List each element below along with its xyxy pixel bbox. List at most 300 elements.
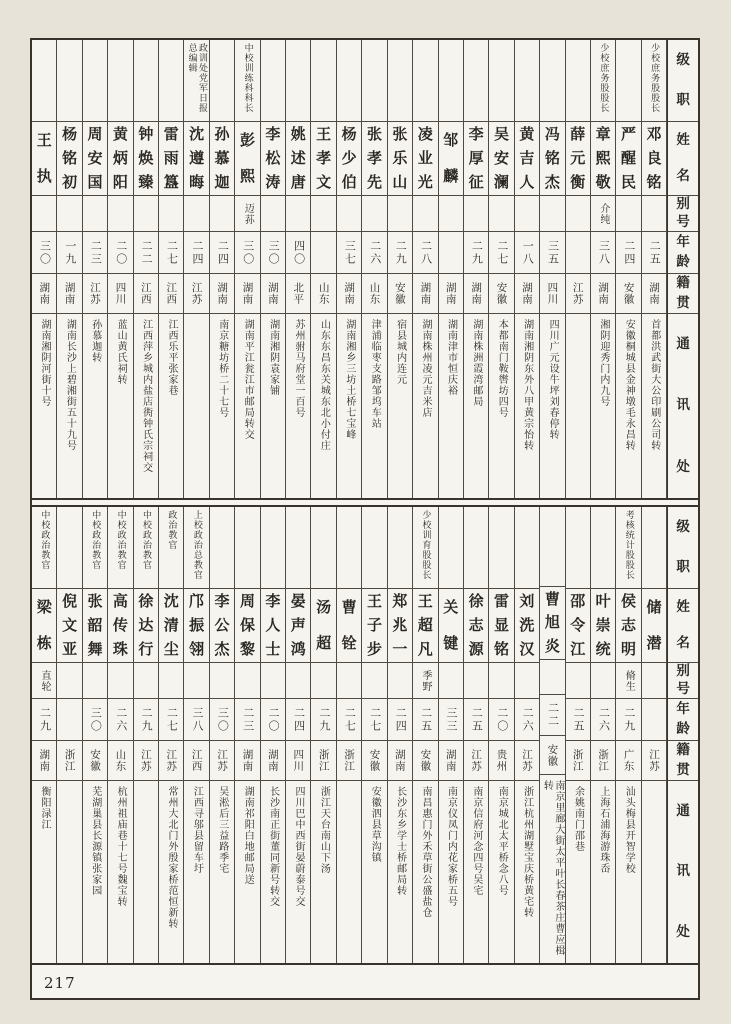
rank-cell [337,40,361,122]
origin-cell [489,741,513,781]
row-header-cell [668,507,698,589]
row-header-column [667,40,698,498]
person-name-char: 李 [468,124,484,143]
person-address-text: 吴淞后三益路季宅 [216,786,228,874]
address-cell [184,781,208,963]
age-cell [210,699,234,741]
origin-cell [184,741,208,781]
rank-cell [464,40,488,122]
origin-cell [32,274,56,314]
origin-cell [83,741,107,781]
origin-cell [184,274,208,314]
person-age-text: 三〇 [267,239,281,266]
person-origin-text: 湖南 [266,749,279,772]
person-column [286,507,311,963]
origin-cell [591,274,615,314]
rank-cell [134,507,158,589]
person-name [286,122,310,195]
person-age-text: 二九 [470,239,484,266]
person-name-char: 公 [214,615,230,634]
person-origin-text: 四川 [292,749,305,772]
person-column [235,507,260,963]
row-header-label-char: 龄 [676,721,690,737]
person-name-char: 黎 [239,640,255,659]
person-origin-text: 湖南 [38,282,51,305]
rank-cell [184,40,208,122]
person-age-text: 一九 [63,239,77,266]
person-alias-text: 脩生 [623,669,635,692]
alias-cell [566,663,590,699]
person-address-text: 衡阳渌江 [38,786,50,830]
alias-cell [413,663,437,699]
person-name-char: 杨 [62,124,78,143]
age-cell [540,695,564,736]
origin-cell [566,741,590,781]
alias-cell [184,663,208,699]
person-name-char: 明 [621,640,637,659]
person-name-char: 杰 [544,173,560,192]
person-name [159,122,183,195]
address-cell [235,314,259,498]
person-name-char: 步 [366,640,382,659]
person-name [515,122,539,195]
person-name-char: 文 [316,173,332,192]
rank-cell [388,40,412,122]
row-header-label-char: 姓 [676,131,690,148]
person-column [286,40,311,498]
address-cell [388,781,412,963]
name-cell [413,589,437,663]
rank-cell [439,507,463,589]
person-age-text: 二七 [368,706,382,733]
person-column [489,40,514,498]
person-column [464,40,489,498]
person-name [134,122,158,195]
person-age-text: 四〇 [292,239,306,266]
person-address-text: 芜湖巢县长源镇张家园 [89,786,101,896]
person-column [413,40,438,498]
person-column [108,507,133,963]
rank-cell [286,40,310,122]
name-cell [362,589,386,663]
rank-cell [32,40,56,122]
person-name-char: 遵 [189,148,205,167]
person-column [591,507,616,963]
row-header-label-char: 处 [676,458,690,475]
person-name [439,589,463,662]
person-column [540,40,565,498]
person-name-char: 达 [138,615,154,634]
age-cell [134,232,158,274]
age-cell [235,232,259,274]
person-address-text: 浙江杭州湖墅宝庆桥黄宅转 [521,786,533,918]
name-cell [286,122,310,196]
person-origin-text: 湖南 [647,282,660,305]
person-name [566,589,590,662]
alias-cell [489,663,513,699]
person-name-char: 章 [595,124,611,143]
name-cell [616,122,640,196]
person-rank-text: 少校训育股股长 [420,510,431,580]
address-cell [489,781,513,963]
rank-cell [413,507,437,589]
alias-cell [464,663,488,699]
person-origin-text: 安徽 [368,749,381,772]
alias-cell [210,663,234,699]
row-header-cell [668,274,698,314]
person-address-text: 湖南平江瓮江市邮局转交 [242,319,254,440]
person-name-char: 光 [417,173,433,192]
age-cell [57,232,81,274]
age-cell [261,232,285,274]
person-name-char: 鸿 [290,640,306,659]
person-name-char: 文 [62,615,78,634]
person-column [159,507,184,963]
person-name-char: 源 [468,640,484,659]
person-name-char: 雷 [494,591,510,610]
origin-cell [413,274,437,314]
person-name-char: 李 [214,591,230,610]
person-name-char: 松 [265,148,281,167]
person-name-char: 醒 [621,148,637,167]
person-name-char: 邝 [189,591,205,610]
person-name-char: 李 [265,591,281,610]
rank-cell [57,40,81,122]
age-cell [235,699,259,741]
name-cell [311,589,335,663]
alias-cell [489,196,513,232]
rank-cell [540,507,564,587]
person-column [388,40,413,498]
person-name [362,122,386,195]
person-address-text: 本都南门鞍辔坊四号 [496,319,508,418]
person-column [311,40,336,498]
person-address-text: 长沙东乡学士桥邮局转 [394,786,406,896]
person-name-char: 杰 [214,640,230,659]
address-cell [464,781,488,963]
person-alias-text: 迈荪 [242,202,254,225]
alias-cell [235,663,259,699]
person-column [439,507,464,963]
person-name-char: 亚 [62,640,78,659]
origin-cell [464,274,488,314]
alias-cell [159,196,183,232]
alias-cell [32,663,56,699]
row-header-label-char: 籍 [676,742,690,758]
address-cell [286,781,310,963]
person-name-char: 珠 [112,640,128,659]
age-cell [337,699,361,741]
address-cell [32,314,56,498]
row-header-label-char: 别 [676,196,690,212]
person-origin-text: 湖南 [241,749,254,772]
person-alias-text: 季野 [420,669,432,692]
address-cell [413,781,437,963]
address-cell [642,781,666,963]
person-address-text: 江西乐平张家巷 [165,319,177,396]
age-cell [108,699,132,741]
person-name [566,122,590,195]
person-name-char: 张 [392,124,408,143]
name-cell [489,589,513,663]
name-cell [134,122,158,196]
name-cell [311,122,335,196]
person-address-text: 安徽泗县草沟镇 [369,786,381,863]
name-cell [464,589,488,663]
person-origin-text: 湖南 [597,282,610,305]
person-name-char: 铭 [494,640,510,659]
alias-cell [57,663,81,699]
alias-cell [642,663,666,699]
row-header-label [668,507,698,588]
age-cell [515,232,539,274]
person-address-text: 湖南株州凌元吉米店 [420,319,432,418]
person-name [159,589,183,662]
person-name-char: 炎 [544,637,560,656]
person-name [184,122,208,195]
address-cell [108,781,132,963]
person-age-text: 三〇 [241,239,255,266]
address-cell [439,314,463,498]
alias-cell [134,196,158,232]
person-name-char: 人 [519,173,535,192]
alias-cell [540,660,564,695]
alias-cell [591,663,615,699]
name-cell [159,589,183,663]
person-column [362,507,387,963]
person-origin-text: 安徽 [393,282,406,305]
person-rank-text: 少校庶务股股长 [649,43,660,113]
person-name [388,589,412,662]
person-column [566,40,591,498]
person-name [540,122,564,195]
person-address-text: 湖南湘乡三坊土桥七宝峰 [343,319,355,440]
person-column [184,507,209,963]
rank-cell [235,40,259,122]
alias-cell [32,196,56,232]
person-alias-text: 介纯 [597,202,609,225]
address-cell [108,314,132,498]
person-column [108,40,133,498]
row-header-label-char: 号 [676,213,690,230]
person-name-char: 铭 [646,173,662,192]
age-cell [311,699,335,741]
alias-cell [210,196,234,232]
person-age-text: 三〇 [38,239,52,266]
address-cell [337,314,361,498]
person-age-text: 二三 [89,239,103,266]
person-name-char: 沈 [189,124,205,143]
person-name-char: 梁 [36,597,52,616]
age-cell [642,699,666,741]
person-rank-text: 政治教官 [166,510,177,550]
row-header-cell [668,663,698,699]
person-name-char: 黄 [519,124,535,143]
row-header-label-char: 名 [676,635,690,651]
address-cell [489,314,513,498]
page-number: 217 [44,974,76,992]
person-name-char: 汤 [316,597,332,616]
person-name [464,589,488,662]
person-origin-text: 湖南 [241,282,254,305]
person-age-text: 三五 [546,239,560,266]
row-header-label-char: 通 [676,802,690,819]
alias-cell [439,196,463,232]
row-header-label-char: 年 [676,700,690,717]
person-address-text: 湖南湘阴袁家铺 [267,319,279,396]
person-name-char: 舞 [87,640,103,659]
alias-cell [57,196,81,232]
person-origin-text: 安徽 [546,743,559,767]
name-cell [286,589,310,663]
person-origin-text: 江苏 [139,749,152,772]
person-name [515,589,539,662]
person-name-char: 栋 [36,634,52,653]
person-name [184,589,208,662]
age-cell [388,699,412,741]
person-column [210,40,235,498]
person-name-char: 键 [443,634,459,653]
person-origin-text: 安徽 [419,749,432,772]
person-origin-text: 湖南 [393,749,406,772]
person-name-char: 士 [265,640,281,659]
origin-cell [464,741,488,781]
person-name-char: 徐 [468,591,484,610]
person-column [32,507,57,963]
age-cell [83,699,107,741]
origin-cell [134,274,158,314]
name-cell [184,122,208,196]
row-header-label [668,663,698,698]
row-header-cell [668,781,698,963]
person-name [489,122,513,195]
rank-cell [235,507,259,589]
name-cell [388,122,412,196]
age-cell [413,699,437,741]
person-name-char: 曹 [341,597,357,616]
origin-cell [57,274,81,314]
person-origin-text: 四川 [546,282,559,305]
name-cell [57,122,81,196]
person-age-text: 二〇 [495,706,509,733]
rank-cell [286,507,310,589]
rank-cell [108,40,132,122]
name-cell [515,122,539,196]
alias-cell [311,196,335,232]
person-name-char: 彭 [239,130,255,149]
person-name-char: 潜 [646,634,662,653]
row-header-label-char: 通 [676,335,690,352]
origin-cell [616,741,640,781]
rank-cell [362,40,386,122]
name-cell [515,589,539,663]
person-name-char: 严 [621,124,637,143]
person-name-char: 尘 [163,640,179,659]
alias-cell [286,663,310,699]
row-header-label-char: 姓 [676,598,690,615]
row-header-label [668,781,698,963]
row-header-label-char: 贯 [676,761,690,778]
person-name-char: 令 [570,615,586,634]
person-origin-text: 江苏 [571,282,584,305]
alias-cell [388,196,412,232]
row-header-cell [668,40,698,122]
person-age-text: 二六 [114,706,128,733]
person-name-char: 刘 [519,591,535,610]
person-age-text: 二二 [546,701,560,728]
alias-cell [616,196,640,232]
alias-cell [616,663,640,699]
name-cell [32,589,56,663]
person-rank-text: 中校政治教官 [141,510,151,570]
age-cell [464,699,488,741]
origin-cell [439,741,463,781]
person-name-char: 铨 [341,634,357,653]
person-name-char: 钟 [138,124,154,143]
rank-cell [184,507,208,589]
address-cell [362,314,386,498]
origin-cell [83,274,107,314]
rank-cell [566,40,590,122]
row-header-label [668,196,698,231]
person-name-char: 邹 [443,130,459,149]
origin-cell [388,274,412,314]
address-cell [261,314,285,498]
age-cell [439,232,463,274]
name-cell [235,122,259,196]
person-name-char: 统 [595,640,611,659]
rank-cell [439,40,463,122]
person-name-char: 澜 [494,173,510,192]
row-header-label-char: 别 [676,663,690,679]
person-name-char: 志 [468,615,484,634]
row-header-cell [668,314,698,498]
person-name-char: 炳 [112,148,128,167]
person-name [32,122,56,195]
row-header-label-char: 处 [676,923,690,940]
address-cell [616,314,640,498]
address-cell [464,314,488,498]
age-cell [439,699,463,741]
rank-cell [159,40,183,122]
person-name-char: 铭 [62,148,78,167]
origin-cell [286,274,310,314]
person-name-char: 周 [239,591,255,610]
person-name-char: 沈 [163,591,179,610]
person-name-char: 一 [392,640,408,659]
rank-cell [642,40,666,122]
person-address-text: 湖南湘阴河街十号 [38,319,50,407]
person-name-char: 冯 [544,124,560,143]
rank-cell [591,507,615,589]
rank-cell [210,507,234,589]
person-address-text: 余姚南门邵巷 [572,786,584,852]
person-name [210,122,234,195]
person-name-char: 王 [36,130,52,149]
age-cell [566,232,590,274]
row-header-label-char: 职 [676,559,690,575]
person-name-char: 安 [494,148,510,167]
person-name [134,589,158,662]
alias-cell [108,196,132,232]
name-cell [337,589,361,663]
person-column [464,507,489,963]
person-name [540,587,564,658]
name-cell [235,589,259,663]
person-address-text: 津浦临枣支路邹坞车站 [369,319,381,429]
person-name-char: 慕 [214,148,230,167]
person-column [159,40,184,498]
